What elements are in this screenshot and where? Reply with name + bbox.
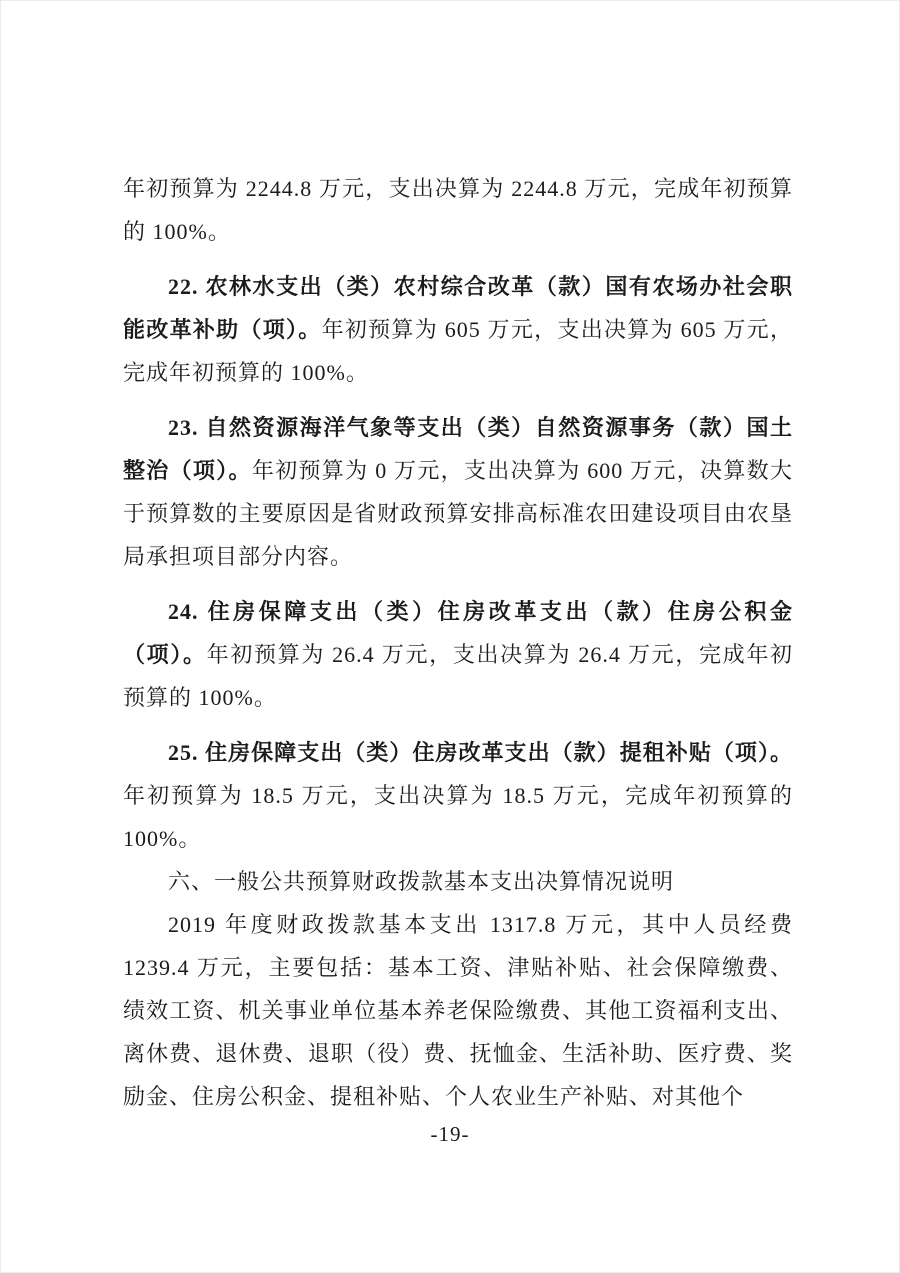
section-23-paragraph: [123, 406, 793, 578]
section-23-text: 年初预算为 0 万元，支出决算为 600 万元，决算数大于预算数的主要原因是省财政预算安排高标准农田建设项目由农垦局承担项目部分内容。: [123, 458, 793, 569]
paragraph-21-continuation: [123, 167, 793, 253]
section-24-paragraph: [123, 590, 793, 719]
section-24-heading: 24. 住房保障支出（类）住房改革支出（款）住房公积金（项）。: [123, 599, 793, 667]
section-22-paragraph: [123, 265, 793, 394]
section-24-text: 年初预算为 26.4 万元，支出决算为 26.4 万元，完成年初预算的 100%。: [123, 642, 793, 710]
section-22-text: 年初预算为 605 万元，支出决算为 605 万元，完成年初预算的 100%。: [123, 317, 793, 385]
document-body: [123, 167, 793, 1118]
section-six-heading-text: 六、一般公共预算财政拨款基本支出决算情况说明: [168, 869, 675, 894]
section-25-text: 年初预算为 18.5 万元，支出决算为 18.5 万元，完成年初预算的 100%。: [123, 783, 793, 851]
section-25-paragraph: [123, 731, 793, 860]
page-number: -19-: [430, 1122, 470, 1146]
section-six-heading: [123, 860, 793, 903]
section-22-heading: 22. 农林水支出（类）农村综合改革（款）国有农场办社会职能改革补助（项）。: [123, 274, 793, 342]
basic-expenditure-paragraph: [123, 903, 793, 1118]
basic-expenditure-text: 2019 年度财政拨款基本支出 1317.8 万元，其中人员经费 1239.4 万元，主要包括：基本工资、津贴补贴、社会保障缴费、绩效工资、机关事业单位基本养老保险缴费、其他工资福利支出、离休费、退休费、退职（役）费、抚恤金、生活补助、医疗费、奖励金、住房公积金、提租补贴、个人农业生产补贴、对其他个: [123, 912, 793, 1109]
section-23-heading: 23. 自然资源海洋气象等支出（类）自然资源事务（款）国土整治（项）。: [123, 415, 793, 483]
section-25-heading: 25. 住房保障支出（类）住房改革支出（款）提租补贴（项）。: [168, 740, 793, 765]
paragraph-text: 年初预算为 2244.8 万元，支出决算为 2244.8 万元，完成年初预算的 100%。: [123, 176, 793, 244]
